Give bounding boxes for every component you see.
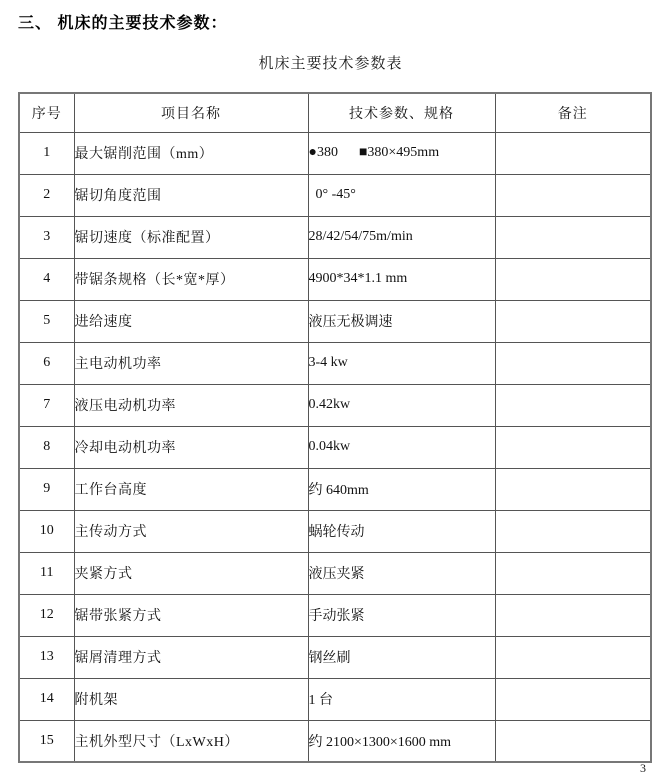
item-name-cell: 附机架 bbox=[74, 678, 308, 720]
parameter-value-cell: 约 640mm bbox=[308, 468, 495, 510]
table-row bbox=[19, 594, 651, 636]
item-name-cell: 锯切速度（标准配置） bbox=[74, 216, 308, 258]
table-row bbox=[19, 468, 651, 510]
header-item: 项目名称 bbox=[74, 93, 308, 132]
note-cell bbox=[495, 678, 651, 720]
table-row bbox=[19, 300, 651, 342]
note-cell bbox=[495, 216, 651, 258]
parameter-value-cell: ●380 ■380×495mm bbox=[308, 132, 495, 174]
row-number-cell: 5 bbox=[19, 300, 74, 342]
row-number-cell: 9 bbox=[19, 468, 74, 510]
parameter-value-cell: 液压夹紧 bbox=[308, 552, 495, 594]
table-header-row bbox=[19, 93, 651, 132]
item-name-cell: 主电动机功率 bbox=[74, 342, 308, 384]
parameter-value-cell: 0.42kw bbox=[308, 384, 495, 426]
item-name-cell: 工作台高度 bbox=[74, 468, 308, 510]
parameters-table bbox=[18, 92, 652, 763]
header-value: 技术参数、规格 bbox=[308, 93, 495, 132]
table-row bbox=[19, 384, 651, 426]
note-cell bbox=[495, 258, 651, 300]
row-number-cell: 11 bbox=[19, 552, 74, 594]
note-cell bbox=[495, 342, 651, 384]
row-number-cell: 15 bbox=[19, 720, 74, 762]
row-number-cell: 10 bbox=[19, 510, 74, 552]
table-row bbox=[19, 426, 651, 468]
table-row bbox=[19, 132, 651, 174]
header-note: 备注 bbox=[495, 93, 651, 132]
item-name-cell: 主机外型尺寸（LxWxH） bbox=[74, 720, 308, 762]
table-row bbox=[19, 510, 651, 552]
parameter-value-cell: 约 2100×1300×1600 mm bbox=[308, 720, 495, 762]
header-no: 序号 bbox=[19, 93, 74, 132]
parameter-value-cell: 28/42/54/75m/min bbox=[308, 216, 495, 258]
row-number-cell: 2 bbox=[19, 174, 74, 216]
table-row bbox=[19, 216, 651, 258]
row-number-cell: 14 bbox=[19, 678, 74, 720]
table-title: 机床主要技术参数表 bbox=[258, 56, 403, 72]
item-name-cell: 锯带张紧方式 bbox=[74, 594, 308, 636]
note-cell bbox=[495, 426, 651, 468]
row-number-cell: 6 bbox=[19, 342, 74, 384]
table-row bbox=[19, 174, 651, 216]
note-cell bbox=[495, 720, 651, 762]
note-cell bbox=[495, 594, 651, 636]
note-cell bbox=[495, 132, 651, 174]
item-name-cell: 带锯条规格（长*宽*厚） bbox=[74, 258, 308, 300]
note-cell bbox=[495, 510, 651, 552]
parameter-value-cell: 手动张紧 bbox=[308, 594, 495, 636]
note-cell bbox=[495, 636, 651, 678]
item-name-cell: 进给速度 bbox=[74, 300, 308, 342]
item-name-cell: 液压电动机功率 bbox=[74, 384, 308, 426]
parameter-value-cell: 液压无极调速 bbox=[308, 300, 495, 342]
table-row bbox=[19, 342, 651, 384]
row-number-cell: 1 bbox=[19, 132, 74, 174]
row-number-cell: 13 bbox=[19, 636, 74, 678]
parameter-value-cell: 3-4 kw bbox=[308, 342, 495, 384]
section-heading: 三、 机床的主要技术参数： bbox=[18, 15, 228, 32]
note-cell bbox=[495, 552, 651, 594]
row-number-cell: 12 bbox=[19, 594, 74, 636]
row-number-cell: 3 bbox=[19, 216, 74, 258]
item-name-cell: 锯屑清理方式 bbox=[74, 636, 308, 678]
item-name-cell: 最大锯削范围（mm） bbox=[74, 132, 308, 174]
table-row bbox=[19, 636, 651, 678]
parameter-value-cell: 4900*34*1.1 mm bbox=[308, 258, 495, 300]
note-cell bbox=[495, 300, 651, 342]
table-row bbox=[19, 552, 651, 594]
row-number-cell: 8 bbox=[19, 426, 74, 468]
table-row bbox=[19, 720, 651, 762]
table-row bbox=[19, 258, 651, 300]
parameter-value-cell: 0.04kw bbox=[308, 426, 495, 468]
item-name-cell: 冷却电动机功率 bbox=[74, 426, 308, 468]
row-number-cell: 7 bbox=[19, 384, 74, 426]
row-number-cell: 4 bbox=[19, 258, 74, 300]
item-name-cell: 锯切角度范围 bbox=[74, 174, 308, 216]
table-row bbox=[19, 678, 651, 720]
table-body bbox=[19, 132, 651, 762]
parameter-value-cell: 蜗轮传动 bbox=[308, 510, 495, 552]
parameter-value-cell: 1 台 bbox=[308, 678, 495, 720]
parameter-value-cell: 0° -45° bbox=[308, 174, 495, 216]
page-number: 3 bbox=[640, 761, 646, 775]
item-name-cell: 主传动方式 bbox=[74, 510, 308, 552]
note-cell bbox=[495, 174, 651, 216]
note-cell bbox=[495, 384, 651, 426]
parameter-value-cell: 钢丝刷 bbox=[308, 636, 495, 678]
note-cell bbox=[495, 468, 651, 510]
item-name-cell: 夹紧方式 bbox=[74, 552, 308, 594]
